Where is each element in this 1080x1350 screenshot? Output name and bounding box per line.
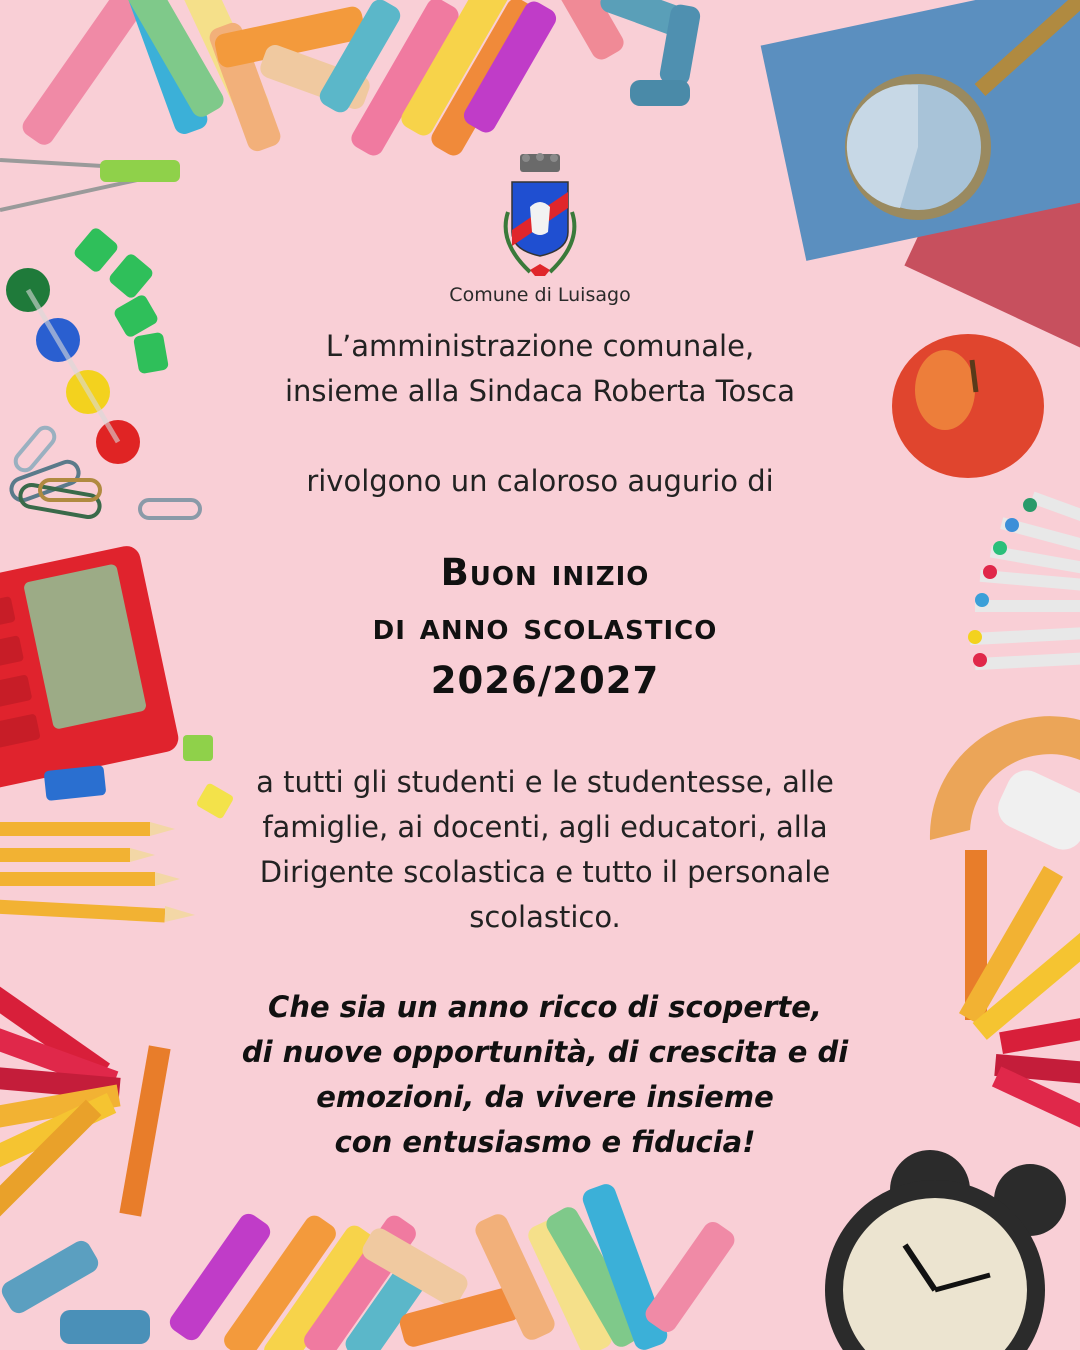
closing-line: emozioni, da vivere insieme xyxy=(316,1080,774,1114)
recipients-line: scolastico. xyxy=(469,900,621,934)
municipality-name: Comune di Luisago xyxy=(449,284,631,306)
closing-text xyxy=(240,985,850,1165)
wish-text: rivolgono un caloroso augurio di xyxy=(306,464,774,498)
headline-line: di anno scolastico xyxy=(372,605,718,648)
intro-text xyxy=(230,324,850,414)
closing-line: di nuove opportunità, di crescita e di xyxy=(241,1035,849,1069)
headline-year: 2026/2027 xyxy=(430,659,660,702)
recipients-line: famiglie, ai docenti, agli educatori, alla xyxy=(262,810,828,844)
intro-line: L’amministrazione comunale, xyxy=(325,329,755,363)
recipients-line: Dirigente scolastica e tutto il personale xyxy=(259,855,831,889)
recipients-text xyxy=(250,760,840,940)
coat-of-arms-icon xyxy=(490,152,590,282)
headline-line: Buon inizio xyxy=(440,551,650,594)
closing-line: con entusiasmo e fiducia! xyxy=(334,1125,756,1159)
recipients-line: a tutti gli studenti e le studentesse, alle xyxy=(256,765,834,799)
closing-line: Che sia un anno ricco di scoperte, xyxy=(268,990,822,1024)
intro-line: insieme alla Sindaca Roberta Tosca xyxy=(284,374,796,408)
headline xyxy=(240,546,850,708)
